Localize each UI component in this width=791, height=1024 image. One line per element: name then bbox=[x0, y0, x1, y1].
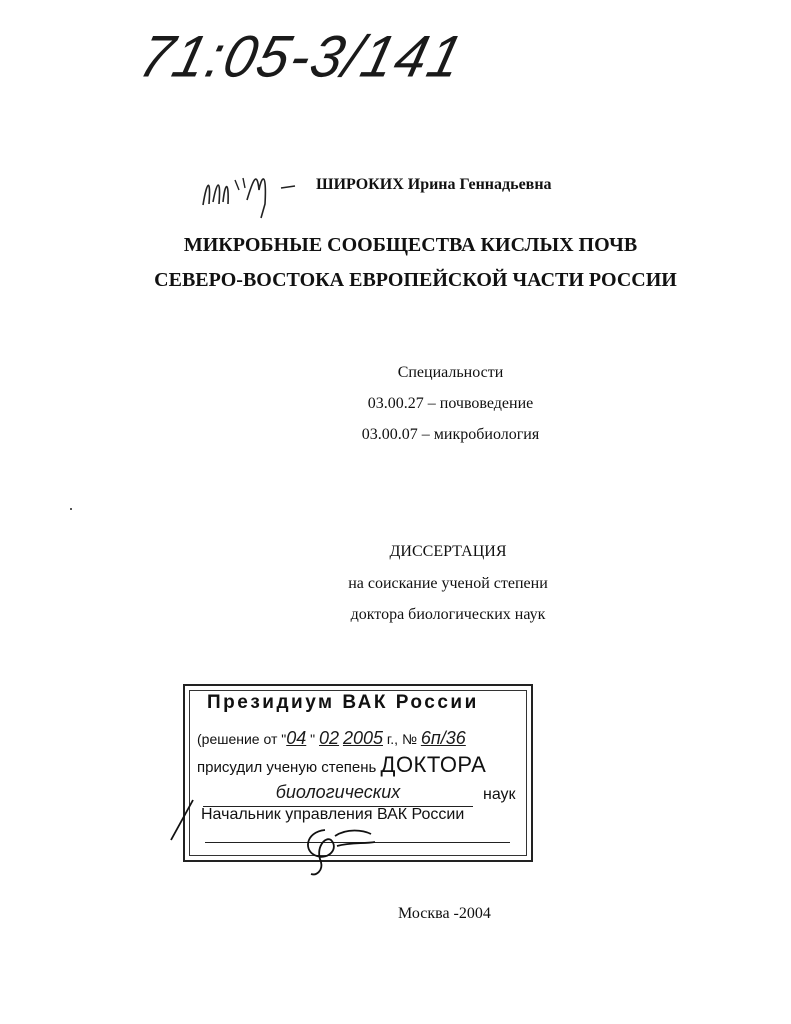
dissertation-title-line-1: МИКРОБНЫЕ СООБЩЕСТВА КИСЛЫХ ПОЧВ bbox=[183, 234, 638, 256]
vak-stamp bbox=[183, 684, 533, 862]
quote-mark: " bbox=[310, 731, 316, 747]
dissertation-degree-line-2: доктора биологических наук bbox=[350, 606, 546, 623]
decision-prefix: (решение от " bbox=[197, 731, 287, 747]
stamp-awarded-line bbox=[197, 752, 486, 778]
city-year: Москва -2004 bbox=[398, 905, 491, 922]
official-signature bbox=[295, 818, 385, 878]
decision-number: 6п/36 bbox=[420, 728, 466, 748]
science-field-handwritten: биологических bbox=[203, 782, 473, 807]
decision-day: 04 bbox=[286, 728, 307, 748]
decision-month: 02 bbox=[319, 728, 340, 748]
stamp-head-line: Начальник управления ВАК России bbox=[201, 806, 465, 823]
scan-speck bbox=[70, 508, 72, 510]
stamp-title: Президиум ВАК России bbox=[207, 692, 479, 713]
sciences-word: наук bbox=[483, 786, 516, 803]
dissertation-degree-line-1: на соискание ученой степени bbox=[348, 575, 548, 592]
author-initials-signature bbox=[195, 160, 310, 220]
specialties-heading: Специальности bbox=[397, 364, 504, 381]
specialty-item: 03.00.07 – микробиология bbox=[361, 426, 540, 443]
decision-year: 2005 bbox=[342, 728, 383, 748]
catalog-number: 71:05-3/141 bbox=[133, 23, 471, 90]
author-name: ШИРОКИХ Ирина Геннадьевна bbox=[316, 176, 552, 193]
stamp-decision-line bbox=[197, 728, 466, 749]
degree-text: ДОКТОРА bbox=[380, 752, 487, 777]
dissertation-heading: ДИССЕРТАЦИЯ bbox=[389, 543, 507, 560]
specialty-item: 03.00.27 – почвоведение bbox=[367, 395, 534, 412]
decision-year-suffix: г., № bbox=[386, 731, 417, 747]
awarded-text: присудил ученую степень bbox=[197, 759, 377, 776]
dissertation-title-line-2: СЕВЕРО-ВОСТОКА ЕВРОПЕЙСКОЙ ЧАСТИ РОССИИ bbox=[154, 269, 677, 291]
margin-pen-mark bbox=[167, 796, 197, 846]
